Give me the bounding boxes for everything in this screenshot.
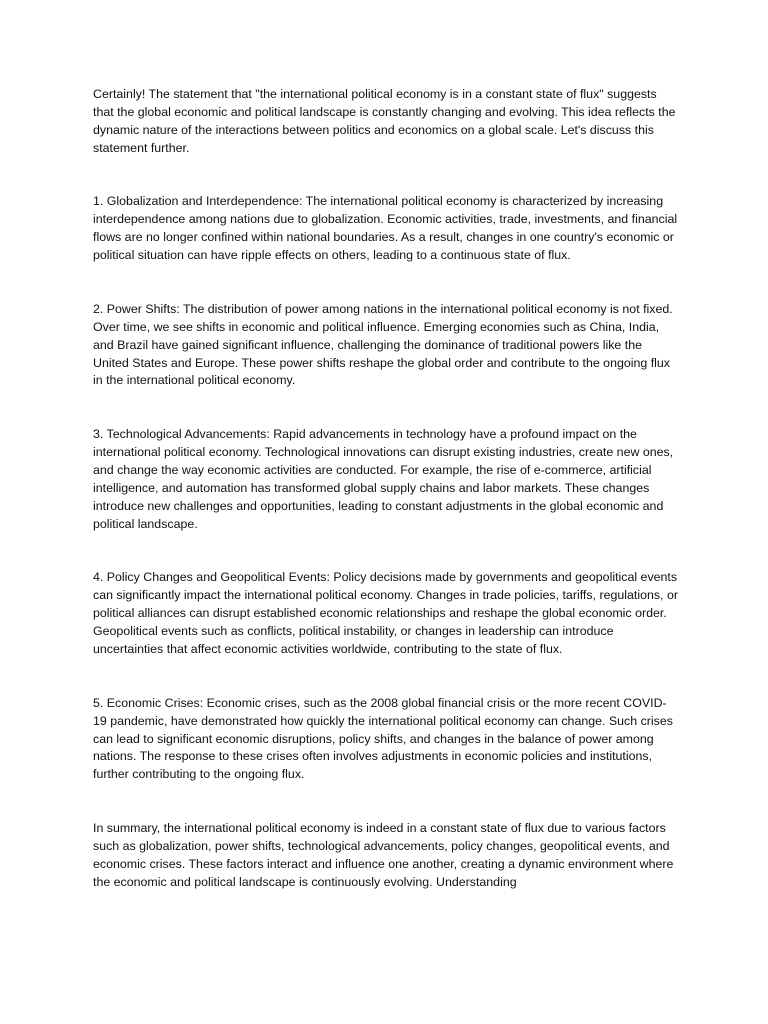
policy-paragraph: 4. Policy Changes and Geopolitical Events: Policy decisions made by governments and geopolitical events can significantly impact the international political economy. Changes in trade policies, tariffs, regulations, or political alliances can disrupt established economic relationships and reshape the global economic order. Geopolitical events such as conflicts, political instability, or changes in leadership can introduce uncertainties that affect economic activities worldwide, contributing to the state of flux. [93, 570, 678, 657]
document-body [93, 86, 679, 892]
summary-paragraph: In summary, the international political economy is indeed in a constant state of flux due to various factors such as globalization, power shifts, technological advancements, policy changes, geopolitical events, and economic crises. These factors interact and influence one another, creating a dynamic environment where the economic and political landscape is continuously evolving. Understanding [93, 821, 674, 889]
globalization-paragraph: 1. Globalization and Interdependence: The international political economy is characterized by increasing interdependence among nations due to globalization. Economic activities, trade, investments, and financial flows are no longer confined within national boundaries. As a result, changes in one country's economic or political situation can have ripple effects on others, leading to a continuous state of flux. [93, 194, 678, 263]
technology-paragraph: 3. Technological Advancements: Rapid advancements in technology have a profound impact on the international political economy. Technological innovations can disrupt existing industries, create new ones, and change the way economic activities are conducted. For example, the rise of e-commerce, artificial intelligence, and automation has transformed global supply chains and labor markets. These changes introduce new challenges and opportunities, leading to constant adjustments in the global economic and political landscape. [93, 427, 674, 531]
intro-paragraph: Certainly! The statement that "the international political economy is in a constant state of flux" suggests that the global economic and political landscape is constantly changing and evolving. This idea reflects the dynamic nature of the interactions between politics and economics on a global scale. Let's discuss this statement further. [93, 87, 676, 155]
economic-crises-paragraph: 5. Economic Crises: Economic crises, such as the 2008 global financial crisis or the more recent COVID-19 pandemic, have demonstrated how quickly the international political economy can change. Such crises can lead to significant economic disruptions, policy shifts, and changes in the balance of power among nations. The response to these crises often involves adjustments in economic policies and institutions, further contributing to the ongoing flux. [93, 695, 673, 782]
power-shifts-paragraph: 2. Power Shifts: The distribution of power among nations in the international political economy is not fixed. Over time, we see shifts in economic and political influence. Emerging economies such as China, India, and Brazil have gained significant influence, challenging the dominance of traditional powers like the United States and Europe. These power shifts reshape the global order and contribute to the ongoing flux in the international political economy. [93, 301, 673, 388]
